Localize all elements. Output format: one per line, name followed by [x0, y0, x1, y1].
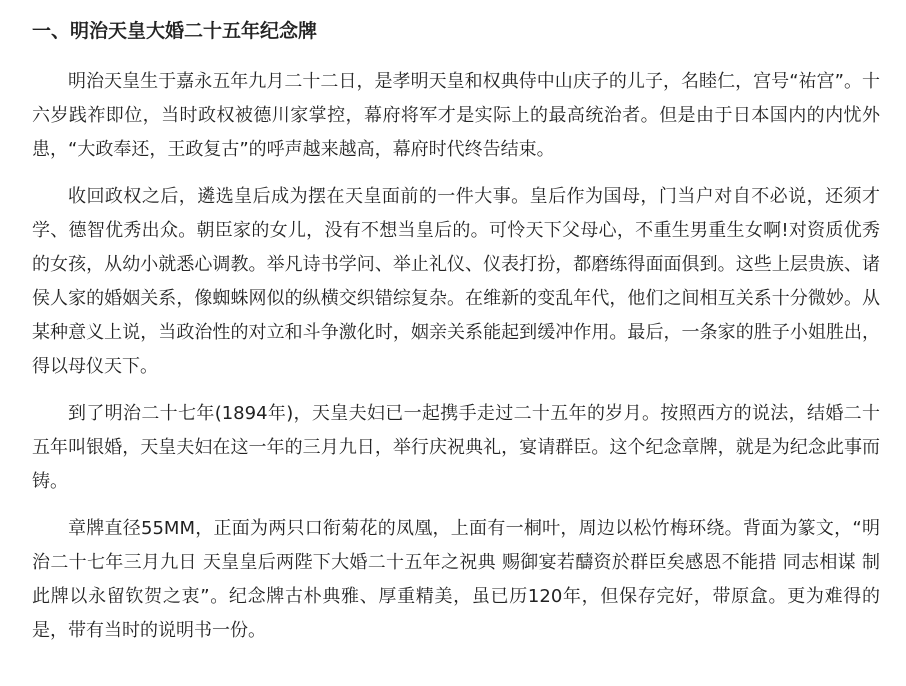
article-heading: 一、明治天皇大婚二十五年纪念牌	[32, 20, 318, 42]
paragraph-medal-description: 章牌直径55MM，正面为两只口衔菊花的凤凰，上面有一桐叶，周边以松竹梅环绕。背面为篆文，“明治二十七年三月九日 天皇皇后两陛下大婚二十五年之祝典 赐御宴若醻资於群臣矣感恩不能措 同志相谋 制此牌以永留钦贺之衷”。纪念牌古朴典雅、厚重精美，虽已历120年，但保存完好，带原盒。更为难得的是，带有当时的说明书一份。	[32, 518, 880, 641]
paragraph-birth: 明治天皇生于嘉永五年九月二十二日，是孝明天皇和权典侍中山庆子的儿子，名睦仁，宫号“祐宫”。十六岁践祚即位，当时政权被德川家掌控，幕府将军才是实际上的最高统治者。但是由于日本国内的内忧外患，“大政奉还，王政复古”的呼声越来越高，幕府时代终告结束。	[32, 71, 880, 160]
paragraph-empress: 收回政权之后，遴选皇后成为摆在天皇面前的一件大事。皇后作为国母，门当户对自不必说，还须才学、德智优秀出众。朝臣家的女儿，没有不想当皇后的。可怜天下父母心，不重生男重生女啊!对资质优秀的女孩，从幼小就悉心调教。举凡诗书学问、举止礼仪、仪表打扮，都磨练得面面俱到。这些上层贵族、诸侯人家的婚姻关系，像蜘蛛网似的纵横交织错综复杂。在维新的变乱年代，他们之间相互关系十分微妙。从某种意义上说，当政治性的对立和斗争激化时，姻亲关系能起到缓冲作用。最后，一条家的胜子小姐胜出，得以母仪天下。	[32, 186, 880, 377]
paragraph-silver-wedding: 到了明治二十七年(1894年)，天皇夫妇已一起携手走过二十五年的岁月。按照西方的说法，结婚二十五年叫银婚，天皇夫妇在这一年的三月九日，举行庆祝典礼，宴请群臣。这个纪念章牌，就是为纪念此事而铸。	[32, 403, 880, 492]
